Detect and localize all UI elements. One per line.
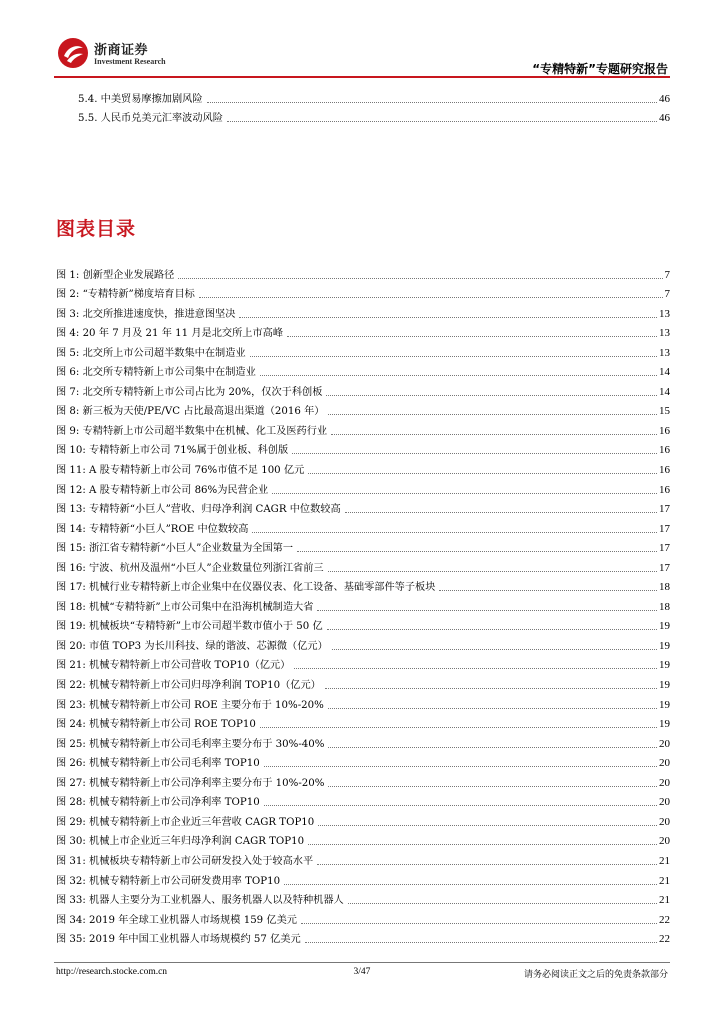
toc-entry-page: 46 <box>659 92 670 105</box>
toc-leader-dots <box>292 453 657 454</box>
toc-leader-dots <box>348 903 657 904</box>
figure-toc-label: 图 25: 机械专精特新上市公司毛利率主要分布于 30%-40% <box>56 738 325 750</box>
footer-divider <box>54 962 670 963</box>
figure-toc-page: 16 <box>659 444 670 457</box>
figure-toc-page: 15 <box>659 405 670 418</box>
toc-leader-dots <box>317 864 657 865</box>
figure-toc-page: 21 <box>659 894 670 907</box>
figure-toc-page: 14 <box>659 366 670 379</box>
figure-toc-entry[interactable] <box>56 672 670 692</box>
figure-toc-label: 图 11: A 股专精特新上市公司 76%市值不足 100 亿元 <box>56 465 305 477</box>
figure-toc-entry[interactable] <box>56 770 670 790</box>
figure-toc-label: 图 3: 北交所推进速度快，推进意图坚决 <box>56 308 236 320</box>
figure-toc-label: 图 14: 专精特新“小巨人”ROE 中位数较高 <box>56 523 249 535</box>
toc-leader-dots <box>317 610 657 611</box>
toc-leader-dots <box>328 786 657 787</box>
figure-toc-entry[interactable] <box>56 457 670 477</box>
figure-toc-entry[interactable] <box>56 301 670 321</box>
toc-leader-dots <box>252 532 657 533</box>
figure-toc-entry[interactable] <box>56 575 670 595</box>
figure-toc-label: 图 18: 机械“专精特新”上市公司集中在沿海机械制造大省 <box>56 601 314 613</box>
figure-toc-page: 19 <box>659 679 670 692</box>
figure-toc-label: 图 20: 市值 TOP3 为长川科技、绿的谐波、芯源微（亿元） <box>56 640 328 652</box>
toc-leader-dots <box>328 708 657 709</box>
figure-toc-page: 7 <box>664 288 670 301</box>
figure-toc-entry[interactable] <box>56 614 670 634</box>
toc-leader-dots <box>328 747 657 748</box>
figure-toc-entry[interactable] <box>56 340 670 360</box>
figure-toc-page: 18 <box>659 581 670 594</box>
figure-toc-entry[interactable] <box>56 809 670 829</box>
figure-toc-page: 22 <box>659 913 670 926</box>
figure-toc-entry[interactable] <box>56 282 670 302</box>
figure-toc-entry[interactable] <box>56 927 670 947</box>
header-divider <box>54 76 670 78</box>
figure-toc-entry[interactable] <box>56 633 670 653</box>
figure-toc-page: 17 <box>659 561 670 574</box>
figure-toc-entry[interactable] <box>56 262 670 282</box>
brand-name-en: Investment Research <box>94 57 166 66</box>
toc-leader-dots <box>227 121 657 122</box>
toc-leader-dots <box>264 766 657 767</box>
figure-toc-entry[interactable] <box>56 653 670 673</box>
toc-entry[interactable] <box>56 86 670 106</box>
section-toc-list <box>56 86 670 125</box>
toc-leader-dots <box>239 317 657 318</box>
figure-toc-page: 13 <box>659 307 670 320</box>
figure-toc-page: 17 <box>659 503 670 516</box>
toc-leader-dots <box>264 805 657 806</box>
figure-toc-page: 7 <box>664 268 670 281</box>
figure-toc-entry[interactable] <box>56 731 670 751</box>
figure-toc-label: 图 34: 2019 年全球工业机器人市场规模 159 亿美元 <box>56 914 297 926</box>
figure-toc-label: 图 35: 2019 年中国工业机器人市场规模约 57 亿美元 <box>56 934 301 946</box>
figure-toc-entry[interactable] <box>56 379 670 399</box>
toc-leader-dots <box>297 551 657 552</box>
figure-toc-page: 16 <box>659 424 670 437</box>
figure-toc-page: 16 <box>659 464 670 477</box>
figure-toc-page: 20 <box>659 737 670 750</box>
figure-toc-label: 图 10: 专精特新上市公司 71%属于创业板、科创版 <box>56 445 289 457</box>
figure-toc-label: 图 9: 专精特新上市公司超半数集中在机械、化工及医药行业 <box>56 425 328 437</box>
figure-toc-label: 图 32: 机械专精特新上市公司研发费用率 TOP10 <box>56 875 281 887</box>
toc-leader-dots <box>308 844 657 845</box>
figure-toc-page: 14 <box>659 385 670 398</box>
footer-page-number: 3/47 <box>353 967 371 977</box>
figure-toc-entry[interactable] <box>56 907 670 927</box>
toc-leader-dots <box>178 278 662 279</box>
toc-leader-dots <box>345 512 657 513</box>
figure-toc-entry[interactable] <box>56 418 670 438</box>
figure-toc-label: 图 23: 机械专精特新上市公司 ROE 主要分布于 10%-20% <box>56 699 324 711</box>
figure-toc-label: 图 21: 机械专精特新上市公司营收 TOP10（亿元） <box>56 660 291 672</box>
brand-name-cn: 浙商证券 <box>94 43 149 58</box>
figure-toc-entry[interactable] <box>56 829 670 849</box>
figure-toc-page: 13 <box>659 346 670 359</box>
figure-toc-label: 图 29: 机械专精特新上市企业近三年营收 CAGR TOP10 <box>56 816 315 828</box>
figure-toc-label: 图 17: 机械行业专精特新上市企业集中在仪器仪表、化工设备、基础零部件等子板块 <box>56 582 436 594</box>
toc-leader-dots <box>272 493 657 494</box>
figure-toc-label: 图 30: 机械上市企业近三年归母净利润 CAGR TOP10 <box>56 836 305 848</box>
toc-entry-label: 5.5. 人民币兑美元汇率波动风险 <box>78 113 223 125</box>
figure-toc-page: 19 <box>659 620 670 633</box>
figure-toc-label: 图 6: 北交所专精特新上市公司集中在制造业 <box>56 367 256 379</box>
figure-toc-page: 20 <box>659 776 670 789</box>
figure-toc-label: 图 16: 宁波、杭州及温州“小巨人”企业数量位列浙江省前三 <box>56 562 324 574</box>
figure-toc-entry[interactable] <box>56 360 670 380</box>
figure-toc-page: 17 <box>659 522 670 535</box>
toc-leader-dots <box>305 942 657 943</box>
toc-leader-dots <box>328 571 657 572</box>
toc-leader-dots <box>328 414 657 415</box>
company-logo <box>56 36 166 72</box>
figure-toc-entry[interactable] <box>56 712 670 732</box>
figure-toc-entry[interactable] <box>56 438 670 458</box>
toc-leader-dots <box>327 629 657 630</box>
figure-toc-entry[interactable] <box>56 790 670 810</box>
figure-toc-entry[interactable] <box>56 594 670 614</box>
footer-disclaimer: 请务必阅读正文之后的免责条款部分 <box>523 970 668 980</box>
toc-leader-dots <box>260 375 657 376</box>
toc-entry-page: 46 <box>659 112 670 125</box>
toc-leader-dots <box>308 473 657 474</box>
toc-leader-dots <box>332 649 657 650</box>
figure-toc-label: 图 1: 创新型企业发展路径 <box>56 269 175 281</box>
toc-leader-dots <box>331 434 657 435</box>
figure-toc-label: 图 22: 机械专精特新上市公司归母净利润 TOP10（亿元） <box>56 680 321 692</box>
logo-mark-icon <box>56 36 90 70</box>
figure-toc-page: 20 <box>659 757 670 770</box>
figure-toc-entry[interactable] <box>56 848 670 868</box>
figure-toc-label: 图 13: 专精特新“小巨人”营收、归母净利润 CAGR 中位数较高 <box>56 504 341 516</box>
toc-leader-dots <box>301 923 657 924</box>
figure-toc-label: 图 31: 机械板块专精特新上市公司研发投入处于较高水平 <box>56 855 314 867</box>
toc-leader-dots <box>326 395 657 396</box>
figure-toc-page: 19 <box>659 659 670 672</box>
figure-toc-label: 图 7: 北交所专精特新上市公司占比为 20%，仅次于科创板 <box>56 386 323 398</box>
figure-toc-label: 图 24: 机械专精特新上市公司 ROE TOP10 <box>56 719 256 731</box>
figure-toc-page: 17 <box>659 542 670 555</box>
figure-toc-entry[interactable] <box>56 516 670 536</box>
toc-leader-dots <box>287 336 657 337</box>
figure-toc-page: 20 <box>659 815 670 828</box>
figure-toc-entry[interactable] <box>56 497 670 517</box>
toc-entry-label: 5.4. 中美贸易摩擦加剧风险 <box>78 93 203 105</box>
figure-toc-list <box>56 262 670 946</box>
figure-toc-entry[interactable] <box>56 399 670 419</box>
figure-toc-page: 13 <box>659 327 670 340</box>
figure-toc-page: 21 <box>659 854 670 867</box>
figure-toc-label: 图 4: 20 年 7 月及 21 年 11 月是北交所上市高峰 <box>56 328 284 340</box>
figure-toc-page: 18 <box>659 600 670 613</box>
figure-toc-entry[interactable] <box>56 751 670 771</box>
figure-toc-entry[interactable] <box>56 477 670 497</box>
figure-toc-label: 图 2: “专精特新”梯度培育目标 <box>56 289 195 301</box>
toc-leader-dots <box>439 590 657 591</box>
report-title: “专精特新”专题研究报告 <box>532 62 668 76</box>
figure-toc-page: 21 <box>659 874 670 887</box>
figure-toc-page: 16 <box>659 483 670 496</box>
figure-toc-label: 图 33: 机器人主要分为工业机器人、服务机器人以及特种机器人 <box>56 895 344 907</box>
figure-toc-page: 19 <box>659 698 670 711</box>
toc-leader-dots <box>207 102 657 103</box>
figure-toc-label: 图 12: A 股专精特新上市公司 86%为民营企业 <box>56 484 269 496</box>
figure-toc-entry[interactable] <box>56 321 670 341</box>
figure-toc-entry[interactable] <box>56 536 670 556</box>
toc-leader-dots <box>260 727 657 728</box>
toc-leader-dots <box>250 356 657 357</box>
toc-leader-dots <box>284 884 657 885</box>
figure-toc-page: 19 <box>659 718 670 731</box>
figure-toc-entry[interactable] <box>56 692 670 712</box>
figure-toc-entry[interactable] <box>56 888 670 908</box>
figure-toc-entry[interactable] <box>56 868 670 888</box>
figure-toc-label: 图 5: 北交所上市公司超半数集中在制造业 <box>56 347 246 359</box>
figure-toc-label: 图 8: 新三板为天使/PE/VC 占比最高退出渠道（2016 年） <box>56 406 325 418</box>
toc-leader-dots <box>294 668 657 669</box>
toc-leader-dots <box>325 688 657 689</box>
figure-toc-label: 图 28: 机械专精特新上市公司净利率 TOP10 <box>56 797 260 809</box>
figure-toc-page: 19 <box>659 639 670 652</box>
figure-toc-page: 22 <box>659 933 670 946</box>
toc-leader-dots <box>199 297 663 298</box>
toc-leader-dots <box>318 825 657 826</box>
figure-toc-label: 图 15: 浙江省专精特新“小巨人”企业数量为全国第一 <box>56 543 294 555</box>
figure-toc-label: 图 19: 机械板块“专精特新”上市公司超半数市值小于 50 亿 <box>56 621 323 633</box>
footer-url[interactable]: http://research.stocke.com.cn <box>56 967 168 977</box>
figure-toc-entry[interactable] <box>56 555 670 575</box>
figure-toc-page: 20 <box>659 835 670 848</box>
figures-section-title: 图表目录 <box>56 218 137 240</box>
figure-toc-label: 图 27: 机械专精特新上市公司净利率主要分布于 10%-20% <box>56 777 325 789</box>
toc-entry[interactable] <box>56 106 670 126</box>
figure-toc-page: 20 <box>659 796 670 809</box>
figure-toc-label: 图 26: 机械专精特新上市公司毛利率 TOP10 <box>56 758 260 770</box>
